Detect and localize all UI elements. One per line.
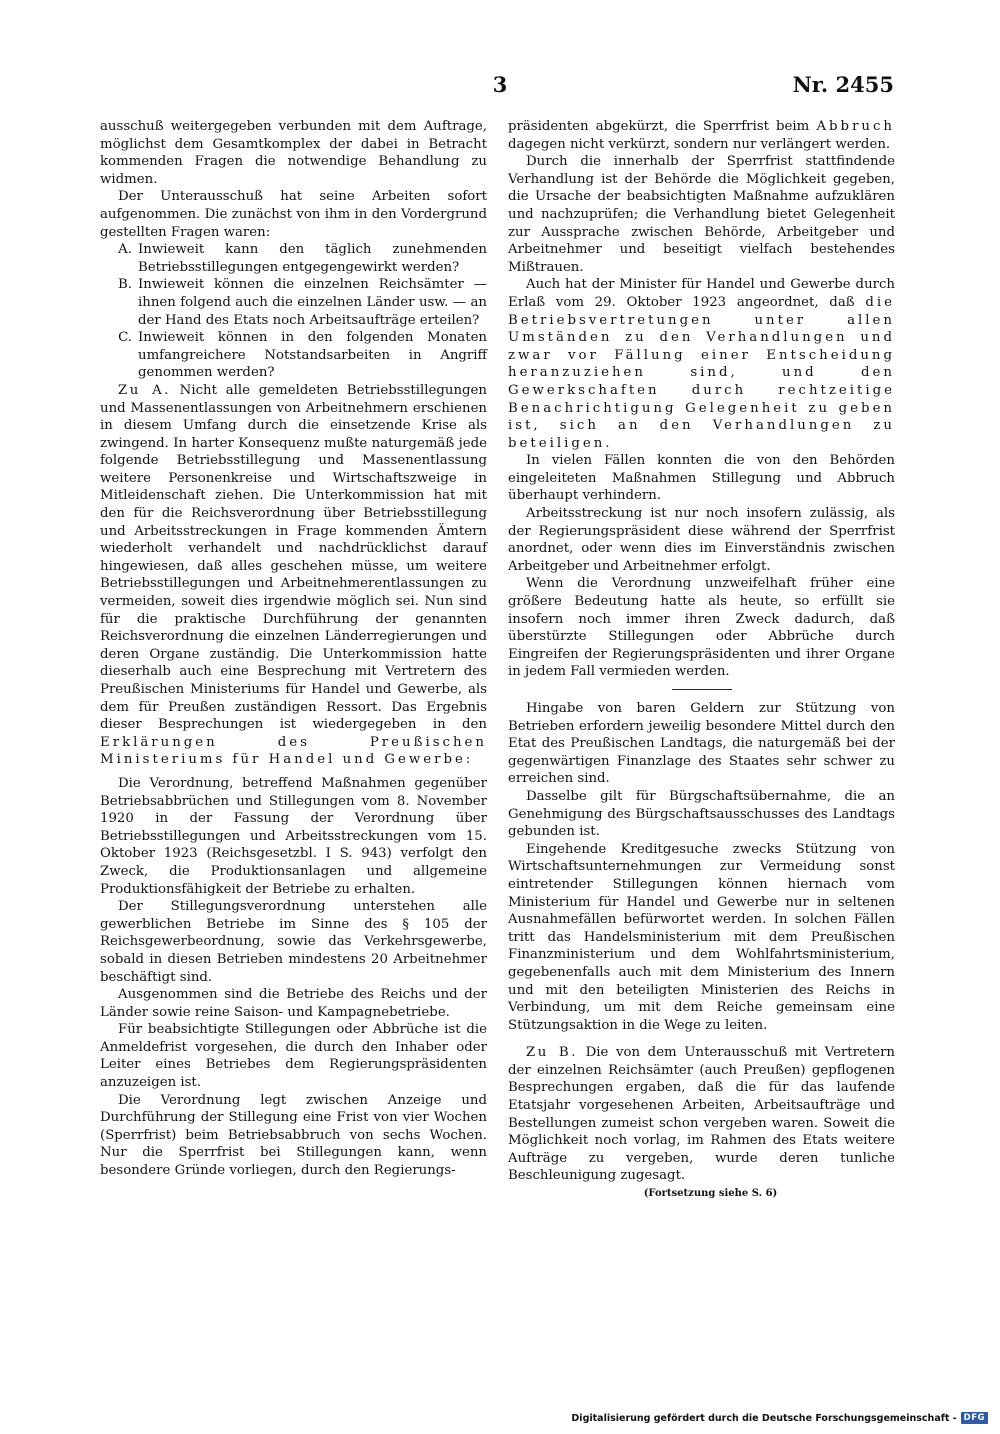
section-divider — [672, 689, 732, 690]
section-lead: Zu B. — [526, 1045, 578, 1061]
section-lead: Zu A. — [118, 382, 171, 398]
list-item — [110, 276, 487, 329]
paragraph-text: Nicht alle gemeldeten Betriebsstillegungen und Massenentlassungen von Arbeitnehmern erschienen in diesem Umfang durch die einsetzende Krise als zwingend. In harter Konsequenz mußte naturgemäß jede folgende Betriebsstillegung und Massenentlassung weitere Personenkreise und Wirtschaftszweige in Mitleidenschaft ziehen. Die Unterkommission hat mit den für die Reichsverordnung über Betriebsstillegung und Arbeitsstreckungen in Frage kommenden Ämtern wiederholt verhandelt und nachdrücklichst darauf hingewiesen, daß alles geschehen müsse, um weitere Betriebsstillegungen und Arbeitnehmerentlassungen zu vermeiden, soweit dies irgendwie möglich sei. Nun sind für die praktische Durchführung der genannten Reichsverordnung die einzelnen Länderregierungen und deren Organe zuständig. Die Unterkommission hatte dieserhalb auch eine Besprechung mit Vertretern des Preußischen Ministeriums für Handel und Gewerbe, als dem für Preußen zuständigen Ressort. Das Ergebnis dieser Besprechungen ist wiedergegeben in den — [100, 382, 487, 733]
paragraph: Der Unterausschuß hat seine Arbeiten sofort aufgenommen. Die zunächst von ihm in den Vordergrund gestellten Fragen waren: — [100, 189, 487, 240]
paragraph: Arbeitsstreckung ist nur noch insofern zulässig, als der Regierungspräsident diese während der Sperrfrist anordnet, oder wenn dies im Einverständnis zwischen Arbeitgeber und Arbeitnehmer erfolgt. — [508, 506, 895, 574]
paragraph: Hingabe von baren Geldern zur Stützung von Betrieben erfordern jeweilig besondere Mittel durch den Etat des Preußischen Landtags, die naturgemäß bei der gegenwärtigen Finanzlage des Staates sehr schwer zu erreichen sind. — [508, 701, 895, 787]
paragraph: Wenn die Verordnung unzweifelhaft früher eine größere Bedeutung hatte als heute, so erfüllt sie insofern noch immer ihren Zweck dadurch, daß überstürzte Stillegungen oder Abbrüche durch Eingreifen der Regierungspräsidenten und ihrer Organe in jedem Fall vermieden werden. — [508, 576, 895, 680]
paragraph: Die Verordnung, betreffend Maßnahmen gegenüber Betriebsabbrüchen und Stillegungen vom 8. November 1920 in der Fassung der Verordnung über Betriebsstillegungen und Arbeitsstreckungen vom 15. Oktober 1923 (Reichsgesetzbl. I S. 943) verfolgt den Zweck, die Produktionsanlagen und allgemeine Produktionsfähigkeit der Betriebe zu erhalten. — [100, 775, 487, 897]
paragraph: Für beabsichtigte Stillegungen oder Abbrüche ist die Anmeldefrist vorgesehen, die durch den Inhaber oder Leiter eines Betriebes dem Regierungspräsidenten anzuzeigen ist. — [100, 1022, 487, 1091]
paragraph: Der Stillegungsverordnung unterstehen alle gewerblichen Betriebe im Sinne des § 105 der Reichsgewerbeordnung, sowie das Verkehrsgewerbe, sobald in diesen Betrieben mindestens 20 Arbeitnehmer beschäftigt sind. — [100, 899, 487, 985]
paragraph-text: Auch hat der Minister für Handel und Gewerbe durch Erlaß vom 29. Oktober 1923 angeordnet, daß — [508, 277, 895, 310]
list-item — [110, 329, 487, 382]
right-column — [508, 118, 895, 1203]
spaced-text: Erklärungen des Preußischen Ministeriums für Handel und Gewerbe: — [100, 734, 487, 768]
paragraph-text: Die von dem Unterausschuß mit Vertretern der einzelnen Reichsämter (auch Preußen) gepflogenen Besprechungen ergaben, daß die für das laufende Etatsjahr vorgesehenen Arbeiten, Arbeitsaufträge und Bestellungen zumeist schon vergeben waren. Soweit die Möglichkeit noch vorlag, im Rahmen des Etats weitere Aufträge zu vergeben, wurde deren tunliche Beschleunigung zugesagt. — [508, 1045, 895, 1184]
spaced-text: die Betriebsvertretungen unter allen Umständen zu den Verhandlungen und zwar vor Fällung einer Entscheidung heranzuziehen sind, und den Gewerkschaften durch rechtzeitige Benachrichtigung Gelegenheit zu geben ist, sich an den Verhandlungen zu beteiligen. — [508, 294, 895, 451]
list-text: Inwieweit können die einzelnen Reichsämter — ihnen folgend auch die einzelnen Länder usw. — an der Hand des Etats noch Arbeitsaufträge erteilen? — [138, 277, 487, 328]
left-column — [100, 118, 487, 1180]
page-number: 3 — [492, 72, 508, 97]
list-text: Inwieweit können in den folgenden Monaten umfangreichere Notstandsarbeiten in Angriff genommen werden? — [138, 330, 487, 381]
paragraph — [100, 382, 487, 769]
paragraph: Dasselbe gilt für Bürgschaftsübernahme, die an Genehmigung des Bürgschaftsausschusses des Landtags gebunden ist. — [508, 788, 895, 840]
paragraph: In vielen Fällen konnten die von den Behörden eingeleiteten Maßnahmen Stillegung und Abbruch überhaupt verhindern. — [508, 453, 895, 504]
continuation-note: (Fortsetzung siehe S. 6) — [643, 1188, 778, 1200]
list-text: Inwieweit kann den täglich zunehmenden Betriebsstillegungen entgegengewirkt werden? — [138, 242, 487, 275]
list-marker: B. — [118, 277, 132, 293]
paragraph-text: dagegen nicht verkürzt, sondern nur verlängert werden. — [508, 136, 891, 152]
paragraph: Die Verordnung legt zwischen Anzeige und Durchführung der Stillegung eine Frist von vier Wochen (Sperrfrist) beim Betriebsabbruch von sechs Wochen. Nur die Sperrfrist bei Stillegungen kann, wenn besondere Gründe vorliegen, durch den Regierungs- — [100, 1092, 487, 1179]
digitization-footer — [571, 1412, 988, 1424]
paragraph: ausschuß weitergegeben verbunden mit dem Auftrage, möglichst dem Gesamtkomplex der dabei in Betracht kommenden Fragen die notwendige Behandlung zu widmen. — [100, 119, 487, 187]
paragraph — [508, 118, 895, 153]
list-item — [110, 241, 487, 276]
list-marker: C. — [118, 330, 132, 346]
paragraph: Ausgenommen sind die Betriebe des Reichs und der Länder sowie reine Saison- und Kampagnebetriebe. — [100, 987, 487, 1020]
paragraph — [508, 276, 895, 452]
spaced-text: Abbruch — [816, 119, 895, 134]
paragraph-text: präsidenten abgekürzt, die Sperrfrist beim — [508, 119, 817, 134]
paragraph — [508, 1044, 895, 1185]
paragraph: Durch die innerhalb der Sperrfrist stattfindende Verhandlung ist der Behörde die Möglichkeit gegeben, die Ursache der beabsichtigten Maßnahme aufzuklären und nachzuprüfen; die Verhandlung bietet Gelegenheit zur Aussprache zwischen Behörde, Arbeitgeber und Arbeitnehmer und beseitigt vielfach bestehendes Mißtrauen. — [508, 154, 895, 275]
dfg-logo: DFG — [961, 1412, 988, 1424]
paragraph: Eingehende Kreditgesuche zwecks Stützung von Wirtschaftsunternehmungen zur Vermeidung sonst eintretender Stillegungen können hiernach vom Ministerium für Handel und Gewerbe nur in seltenen Ausnahmefällen befürwortet werden. In solchen Fällen tritt das Handelsministerium mit dem Preußischen Finanzministerium und dem Wohlfahrtsministerium, gegebenenfalls auch mit dem Ministerium des Innern und mit den beteiligten Ministerien des Reichs in Verbindung, um mit dem Reiche gemeinsam eine Stützungsaktion in die Wege zu leiten. — [508, 841, 895, 1033]
issue-number: Nr. 2455 — [792, 72, 894, 97]
footer-text: Digitalisierung gefördert durch die Deutsche Forschungsgemeinschaft - — [571, 1412, 957, 1424]
question-list — [100, 241, 487, 382]
list-marker: A. — [118, 242, 132, 258]
